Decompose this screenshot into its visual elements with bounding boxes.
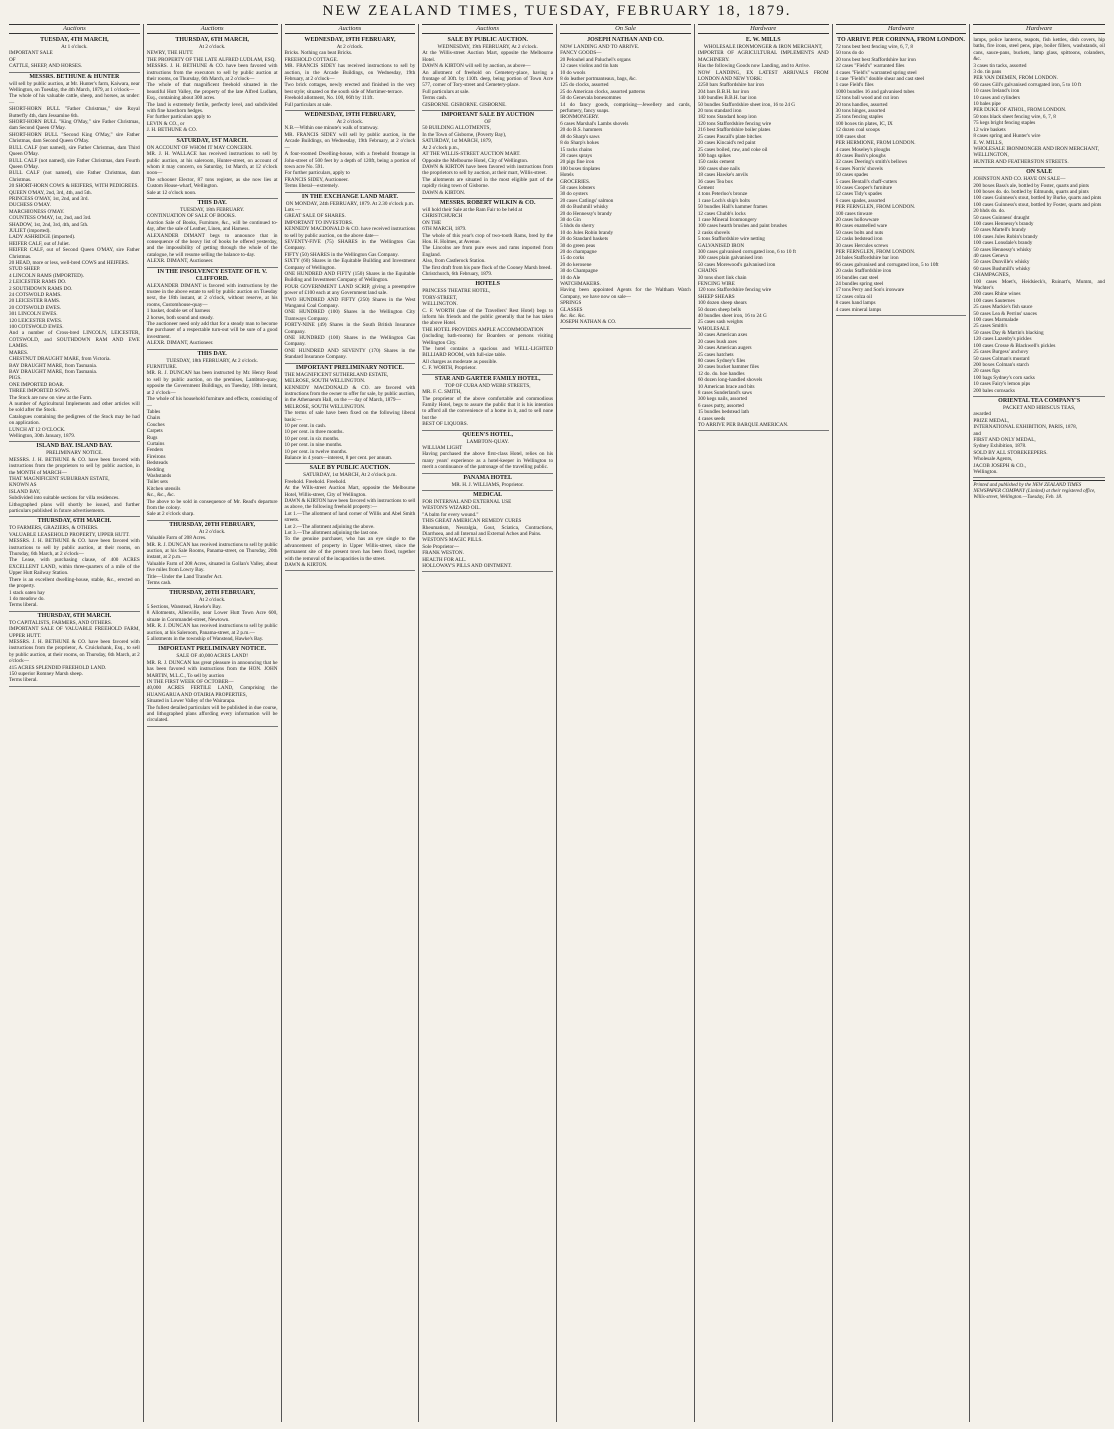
ad-body: MESSRS. J. H. BETHUNE & CO. have been favored with instructions from the proprietors to sell by public auction, in the MONTH of MARCH— THAT MAGNIFICENT SUBURBAN ESTATE, KNOWN AS ISLAND BAY, Subdivided into suitable sections for villa residences. Lithographed plans will shortly be issued, and further particulars published in future advertisements. bbox=[9, 456, 140, 515]
ad-title: IMPORTANT SALE BY AUCTION bbox=[441, 112, 535, 119]
ad-title: TUESDAY, 4TH MARCH, bbox=[40, 37, 109, 43]
ad-title: THIS DAY. bbox=[197, 350, 227, 357]
ad-subtitle: At 2 o'clock. bbox=[336, 119, 364, 126]
ad-body: MR. R. J. DUNCAN has great pleasure in announcing that he has been favored with instructions from the HON. JOHN MARTIN, M.L.C., To sell by auction IN THE FIRST WEEK OF OCTOBER— 40,000 ACRES FERTILE LAND, Comprising the HUANGARUA AND OTAIRIA PROPERTIES, Situated in Lower Valley of the Wairarapa. The fullest detailed particulars will be published in due course, and lithographed plans affording every information will be circulated. bbox=[146, 659, 278, 724]
advertisement bbox=[973, 168, 1105, 397]
ad-body: NEWRY, THE HUTT. THE PROPERTY OF THE LATE ALFRED LUDLAM, ESQ. MESSRS. J. H. BETHUNE & CO. have been favored with instructions from the executors to sell by public auction at their rooms, on Thursday, 6th March, at 2 o'clock— The whole of that magnificent freehold situated in the beautiful Hutt Valley, the property of the late Alfred Ludlam, Esq., containing about 300 acres. The land is extremely fertile, perfectly level, and subdivided with fine hawthorn hedges. For further particulars apply to LEVIN & CO., or J. H. BETHUNE & CO. bbox=[146, 50, 278, 134]
advertisement bbox=[285, 36, 416, 111]
ad-subtitle: SALE OF 40,000 ACRES LAND! bbox=[176, 653, 248, 660]
column-8 bbox=[970, 24, 1108, 1422]
column-6 bbox=[695, 24, 833, 1422]
advertisement bbox=[422, 36, 553, 111]
column-5 bbox=[557, 24, 695, 1422]
ad-title: MEDICAL bbox=[473, 491, 503, 498]
advertisement bbox=[147, 199, 278, 268]
column-heading: On Sale bbox=[560, 24, 691, 34]
ad-title: PANAMA HOTEL bbox=[463, 474, 513, 481]
advertisement bbox=[9, 36, 140, 73]
ad-subtitle: At 2 o'clock. bbox=[336, 44, 364, 50]
advertisement bbox=[147, 137, 278, 199]
advertisement bbox=[422, 431, 553, 474]
advertisement bbox=[9, 73, 140, 443]
ad-body: FOR INTERNAL AND EXTERNAL USE WESTON'S WIZARD OIL. "A balm for every wound." THIS GREAT AMERICAN REMEDY CURES Rheumatism, Neuralgia, Gout, Sciatica, Contractions, Diarrhoea, and all Internal and External Aches and Pains. WESTON'S MAGIC PILLS. Sole Proprietor— FRANK WESTON. HEALTH FOR ALL. HOLLOWAY'S PILLS AND OINTMENT. bbox=[422, 498, 554, 570]
ad-title: E. W. MILLS bbox=[745, 37, 781, 43]
ad-body: ON ACCOUNT OF WHOM IT MAY CONCERN. MR. J. H. WALLACE has received instructions to sell by public auction, at his saleroom, Hunter-street, on account of whom it may concern, on Saturday, 1st March, at 12 o'clock noon— The schooner Elector, 87 tons register, as she now lies at Custom House-wharf, Wellington. Sale at 12 o'clock noon. bbox=[146, 144, 278, 196]
ad-subtitle: At 2 o'clock. bbox=[198, 44, 226, 50]
advertisement bbox=[9, 442, 140, 517]
ad-subtitle: TUESDAY, 18th FEBRUARY. bbox=[180, 206, 245, 213]
ad-subtitle: WHOLESALE IRONMONGER & IRON MERCHANT, bbox=[703, 44, 823, 50]
ad-body: IMPORTANT SALE OF CATTLE, SHEEP, AND HORSES. bbox=[9, 50, 83, 70]
ad-title: HOTELS bbox=[475, 281, 501, 288]
advertisement bbox=[285, 193, 416, 364]
column-heading: Hardware bbox=[698, 24, 829, 34]
advertisement bbox=[147, 350, 278, 521]
ad-subtitle: SATURDAY, 1st MARCH, At 2 o'clock p.m. bbox=[303, 472, 397, 479]
ad-subtitle: At 2 o'clock. bbox=[198, 528, 226, 535]
advertisement bbox=[836, 36, 967, 316]
ad-body: IMPORTER OF AGRICULTURAL IMPLEMENTS AND MACHINERY. Has the following Goods now Landing, and to Arrive. NOW LANDING, EX LATEST ARRIVALS FROM LONDON AND NEW YORK: 2250 bars Staffordshire bar iron 204 bars B.B.H. bar iron 140 bundles B.B.H. bar iron 50 bundles Staffordshire sheet iron, 16 to 24 G 20 tons standard iron 182 tons Standard hoop iron 120 tons Staffordshire fencing wire 216 best Staffordshire boiler plates 25 cases Pascall's plate bitches 20 cases Kincaid's red paint 25 cases boiled, raw, and coke oil 100 bags spikes 150 casks cement 160 cases shoe nails 18 cases Hawke's anvils 36 cases Tea box Cement 4 tons Peterloo's bronze 1 case Loch's ship's bolts 50 bundles Hall's hammer frames 12 cases Chubb's locks 1 case Mineral Ironmongery 100 cases hearth brushes and paint brushes 2 casks shovels 5 tons Staffordshire wire netting GALVANISED IRON 300 cases galvanised corrugated iron, 6 to 10 ft 100 cases plain galvanised iron 50 cases Morewood's galvanised iron CHAINS 30 tons short link chain FENCING WIRE 120 tons Staffordshire fencing wire SHEEP SHEARS 100 dozen sheep shears 50 dozen sheep bells 40 bundles sheet iron, 16 to 24 G 25 cases sash weights WHOLESALE 30 cases American axes 20 cases bush axes 30 cases American augers 25 cases hatchets 80 cases Sydney's files 20 cases bucket hammer files 12 do. do. hoe handles 60 dozen long-handled shovels 10 American brace and bits 8 cases Sunderland's saws 300 kegs nails, assorted 6 cases putty, assorted 15 bundles bedstead lath 4 cases seeds TO ARRIVE PER BARQUE AMERICAN. bbox=[697, 50, 829, 428]
ad-subtitle: WEDNESDAY, 19th FEBRUARY, At 2 o'clock. bbox=[437, 44, 538, 50]
column-heading: Auctions bbox=[9, 24, 140, 34]
ad-body: TO FARMERS, GRAZIERS, & OTHERS. VALUABLE LEASEHOLD PROPERTY, UPPER HUTT. MESSRS. J. H. BETHUNE & CO. have been favored with instructions to sell by public auction, at their rooms, on Thursday, 6th March, at 2 o'clock— The Lease, with purchasing clause, of 400 ACRES EXCELLENT LAND, within three-quarters of a mile of the Upper Hutt Railway Station. There is an excellent dwelling-house, stable, &c., erected on the property. 1 stack oaten hay 1 do meadow do. Terms liberal. bbox=[9, 525, 140, 609]
ad-title: JOSEPH NATHAN AND CO. bbox=[587, 37, 664, 43]
ad-body: CONTINUATION OF SALE OF BOOKS. Auction Sale of Books, Furniture, &c., will be continued to-day, after the sale of Leather, Linen, and Harness. ALEXANDER DIMANT begs to announce that in consequence of the heavy list of books he offered yesterday, and the impossibility of getting through the whole of the catalogue, he will resume selling the balance to-day. ALEXR. DIMANT, Auctioneer. bbox=[146, 213, 278, 265]
ad-title: IMPORTANT PRELIMINARY NOTICE. bbox=[158, 646, 267, 653]
column-1 bbox=[6, 24, 144, 1422]
ad-body: MR. F. C. SMITH, The proprietor of the above comfortable and commodious Family Hotel, begs to assure the public that it is his intention to afford all the convenience of a home in it, and to sell none but the BEST OF LIQUORS. bbox=[422, 389, 554, 428]
ad-body: At the Willis-street Auction Mart, opposite the Melbourne Hotel. DAWN & KIRTON will sell by auction, as above— An allotment of freehold on Cemetery-place, having a frontage of 30ft. by 110ft. deep, being portion of Town Acre 577, corner of Tory-street and Cemetery-place. Full particulars at sale. Terms cash. GISBORNE. GISBORNE. GISBORNE. bbox=[422, 50, 554, 108]
ad-subtitle: At 1 o'clock. bbox=[61, 44, 88, 50]
ad-body: 72 tons best best fencing wire, 6, 7, 8 50 tons do do 20 tons best best Staffordshire bar iron 12 cases "Field's" warranted files 4 cases "Field's" warranted spring steel 1 case "Field's" double shear and cast steel 1 case Field's files 1000 bundles 16 and galvanised tubes 12 tons ball wood and cut iron 20 tons handles, assorted 30 tons hinges, assorted 25 tons fencing staples 100 boxes tin plates, IC, IX 12 dozen coal scoops 100 cases shot PER HERMIONE, FROM LONDON. 4 cases Moseley's ploughs 40 cases Bush's ploughs 32 cases Deering's smith's bellows 6 cases Norris' shovels 10 cases spades 5 cases Bentall's chaff-cutters 10 cases Cooper's furniture 12 cases Tidy's spades 6 cases spades, assorted PER FERNGLEN, FROM LONDON. 100 cases tinware 20 cases hollowware 80 cases enamelled ware 50 cases bolts and nuts 12 casks bedstead iron 30 cases Hercules screws PER FERNGLEN, FROM LONDON. 24 bales Staffordshire bar iron 66 cases galvanised and corrugated iron, 5 to 10ft 20 casks Staffordshire iron 16 bundles cast steel 24 bundles spring steel 17 tons Perry and Son's ironware 12 cases colza oil 8 cases hand lamps 4 cases mineral lamps bbox=[835, 44, 939, 313]
advertisement bbox=[9, 612, 140, 687]
ad-subtitle: ON MONDAY, 24th FEBRUARY, 1879. At 2.30 o'clock p.m. bbox=[285, 200, 415, 207]
ad-title: MESSRS. ROBERT WILKIN & CO. bbox=[439, 199, 536, 206]
ad-title: THURSDAY, 6TH MARCH. bbox=[37, 612, 112, 619]
ad-body: TO CAPITALISTS, FARMERS, AND OTHERS. IMPORTANT SALE OF VALUABLE FREEHOLD FARM, UPPER HUTT. MESSRS. J. H. BETHUNE & CO. have been favored with instructions from the proprietor, A. Cruickshank, Esq., to sell by public auction, at their rooms, on Thursday, 6th March, at 2 o'clock— 415 ACRES SPLENDID FREEHOLD LAND. 150 superior Romney Marsh sheep. Terms liberal. bbox=[9, 619, 140, 684]
ad-body: Valuable Farm of 208 Acres. MR. R. J. DUNCAN has received instructions to sell by public auction, at his Sale Rooms, Panama-street, on Thursday, 20th instant, at 2 p.m.— Valuable Farm of 208 Acres, situated in Gollan's Valley, about five miles from Lowry Bay. Title—Under the Land Transfer Act. Terms cash. bbox=[146, 535, 278, 587]
column-3 bbox=[282, 24, 420, 1422]
ad-title: THURSDAY, 20TH FEBRUARY, bbox=[169, 590, 256, 597]
ad-subtitle: OF bbox=[484, 119, 491, 126]
advertisement bbox=[973, 397, 1105, 478]
publisher-imprint: Printed and published by the NEW ZEALAND TIMES NEWSPAPER COMPANY (Limited) at their registered office, Willis-street, Wellington.—Tuesday, Feb. 18. bbox=[973, 483, 1096, 501]
advertisement bbox=[422, 111, 553, 199]
ad-body: Bricks. Nothing can beat Bricks. FREEHOLD COTTAGE. MR. FRANCIS SIDEY has received instructions to sell by auction, in the Arcade Buildings, on Wednesday, 19th February, at 2 o'clock— Two brick cottages, newly erected and finished in the very best style; situated on the south side of Mortimer-terrace. Freehold allotment, No. 100, 66ft by 111ft. Full particulars at sale. bbox=[284, 50, 416, 108]
ad-body: JOHNSTON AND CO. HAVE ON SALE— 200 boxes Bass's ale, bottled by Foster, quarts and pints 100 boxes do. do. bottled by Edmunds, quarts and pints 100 cases Guinness's stout, bottled by Burke, quarts and pints 100 cases Guinness's stout, bottled by Foster, quarts and pints 20 hhds do. do. 50 cases Guinness' draught 100 cases Hennessy's brandy 50 cases Martell's brandy 100 cases Jules Robin's brandy 100 cases Lonsdale's brandy 50 cases Hennessy's whisky 40 cases Geneva 50 cases Dunville's whisky 60 cases Bushmill's whisky CHAMPAGNES, 100 cases Moet's, Heidsieck's, Ruinart's, Mumm, and Wachter's 200 cases Rhine wines 100 cases Sauternes 25 cases Mackie's fish sauce 50 cases Lea & Perrins' sauces 100 cases Marmalade 25 cases Smith's 50 cases Day & Martin's blacking 120 cases Lazenby's pickles 100 cases Crosse & Blackwell's pickles 25 cases Burgess' anchovy 50 cases Colman's mustard 200 boxes Colman's starch 20 cases figs 100 bags Sydney's corn sacks 10 cases Fairy's lemon pips 200 bales cornsacks bbox=[973, 176, 1105, 394]
ad-title: MESSRS. BETHUNE & HUNTER bbox=[29, 73, 120, 80]
ad-subtitle: LAMBTON-QUAY. bbox=[466, 438, 509, 445]
ad-body: NOW LANDING AND TO ARRIVE. FANCY GOODS— 20 Pelouhel and Paluchel's organs 12 cases violins and tin hats 10 do wools 8 do leather portmanteaux, bags, &c. 125 do clocks, assorted 25 do American clocks, assorted patterns 50 do Genevala bonesommes 14 do fancy goods, comprising—Jewellery and cards, perfumery, fancy soaps. IRONMONGERY. 6 cases Marshal's Lambs shovels 20 do B.S. hammers 48 do Sharp's saws 8 do Sharp's hokes 15 racks chains 20 cases sprays 20 pigs fine iron 100 boxes tinplates Hotels GROCERIES. 50 cases lobsters 30 do oysters 20 cases Catlings' salmon 40 do Bushmill whisky 20 do Hennessy's brandy 30 do Gin 5 hhds do sherry 10 do Jules Robin brandy 20 do Standard baskets 30 do green peas 20 do champagne 15 do corks 20 do kerosene 30 do Champagne 10 do Ale WATCHMAKERS. Having been appointed Agents for the Waltham Watch Company, we have now on sale— SPRINGS GLASSES &c. &c. &c. JOSEPH NATHAN & CO. bbox=[560, 44, 691, 326]
columns bbox=[6, 24, 1108, 1422]
ad-body: ALEXANDER DIMANT is favored with instructions by the trustee in the above estate to sell by public auction on Tuesday next, the 18th instant, at 2 o'clock, without reserve, at his rooms, Customhouse-quay— 1 basket, double set of harness 2 horses, both sound and steady. The auctioneer need only add that for a steady man to become the purchaser of a respectable turn-out will be sure of a good investment. ALEXR. DIMANT, Auctioneer. bbox=[146, 282, 278, 347]
ad-title: THURSDAY, 20TH FEBRUARY, bbox=[169, 521, 256, 528]
column-heading: Hardware bbox=[836, 24, 967, 34]
ad-body: WILLIAM LIGHT Having purchased the above first-class Hotel, relies on his many years' experience as a hotel-keeper in Wellington to merit a continuance of the patronage of the travelling public. bbox=[422, 444, 554, 471]
ad-title: ISLAND BAY. ISLAND BAY. bbox=[36, 443, 113, 450]
ad-title: SALE BY PUBLIC AUCTION. bbox=[447, 37, 528, 43]
advertisement bbox=[147, 589, 278, 645]
ad-body: 5 Sections, Wanstead, Hawke's Bay. 8 Allotments, Allenville, near Lower Hutt Town Acre 600, situate in Coromandel-street, Newtown. MR. R. J. DUNCAN has received instructions to sell by public auction, at his Saleroom, Panama-street, at 2 p.m.— 5 allotments in the township of Wanstead, Hawke's Bay. bbox=[146, 603, 278, 642]
ad-title: STAR AND GARTER FAMILY HOTEL, bbox=[434, 375, 541, 382]
ad-body: Freehold. Freehold. Freehold. At the Wills-street Auction Mart, opposite the Melbourne Hotel, Willis-street, City of Wellington. DAWN & KIRTON have been favored with instructions to sell as above, the following freehold property:— Lot 1.—The allotment of land corner of Willis and Abel Smith streets. Lot 2.—The allotment adjoining the above. Lot 3.—The allotment adjoining the last one. To the genuine purchaser, who has an eye single to the advancement of property in Upper Willis-street, since the permanent site of the present town has been fixed, together with the removal of the incapacities in the street. DAWN & KIRTON. bbox=[284, 478, 416, 569]
ad-title: IN THE EXCHANGE LAND MART. bbox=[301, 193, 398, 200]
advertisement bbox=[422, 375, 553, 431]
advertisement bbox=[147, 521, 278, 590]
ad-title: THIS DAY. bbox=[197, 199, 227, 206]
ad-title: IN THE INSOLVENCY ESTATE OF H. V. CLIFFORD. bbox=[157, 268, 267, 282]
advertisement bbox=[422, 474, 553, 491]
column-heading: Auctions bbox=[147, 24, 278, 34]
ad-subtitle: PRELIMINARY NOTICE. bbox=[46, 450, 103, 457]
ad-body: lamps, police lanterns, teapots, fish kettles, dish covers, hip baths, fire irons, steel pens, pipe, boiler fillers, washstands, oil cans, sauce-pans, buckets, lamp glass, spittoons, colanders, &c. 3 cases tin tacks, assorted 3 do. tin pans PER VAN DIEMEN, FROM LONDON. 60 cases Gill's galvanised corrugated iron, 5 to 10 ft 10 cases Ireland's iron 10 cases and cylinders 10 bales pipe PER DUKE OF ATHOL, FROM LONDON. 50 tons black sheet fencing wire, 6, 7, 8 75 kegs bright fencing staples 12 wire baskets 8 cases spring and Hunter's wire E. W. MILLS, WHOLESALE IRONMONGER AND IRON MERCHANT, WELLINGTON, HUNTER AND FEATHERSTON STREETS. bbox=[973, 37, 1105, 165]
advertisement bbox=[422, 280, 553, 374]
ad-subtitle: PACKET AND HIBISCUS TEAS, bbox=[1003, 404, 1076, 411]
ad-body: FURNITURE. MR. R. J. DUNCAN has been instructed by Mr. Henry Read to sell by public auction, on the premises, Lambton-quay, opposite the Government Buildings, on Tuesday, 18th instant, at 2 o'clock— The whole of his household furniture and effects, consisting of— Tables Chairs Couches Carpets Rugs Curtains Fenders Fireirons Bedsteads Bedding Washstands Toilet sets Kitchen utensils &c., &c., &c. The above to be sold in consequence of Mr. Read's departure from the colony. Sale at 2 o'clock sharp. bbox=[146, 364, 278, 518]
column-4 bbox=[419, 24, 557, 1422]
advertisement bbox=[422, 199, 553, 280]
ad-title: WEDNESDAY, 19TH FEBRUARY, bbox=[304, 37, 396, 43]
advertisement bbox=[147, 36, 278, 137]
ad-title: TO ARRIVE PER CORINNA, FROM LONDON. bbox=[837, 37, 965, 43]
ad-body: N.B.—Within one minute's walk of tramway. MR. FRANCIS SIDEY will sell by public auction, in the Arcade Buildings, on Wednesday, 19th February, at 2 o'clock— A four-roomed Dwelling-house, with a freehold frontage in John-street of 500 feet by a depth of 120ft, being a portion of town acre No. 591. For further particulars, apply to FRANCIS SIDEY, Auctioneer. Terms liberal—extremely. bbox=[284, 125, 416, 190]
divider bbox=[973, 480, 1105, 481]
ad-body: THE MAGNIFICENT SUTHERLAND ESTATE, MELROSE, SOUTH WELLINGTON. KENNEDY MACDONALD & CO. are favored with instructions from the owner to offer for sale, by public auction, in the Athenaeum Hall, on the — day of March, 1879— MELROSE, SOUTH WELLINGTON. The terms of sale have been fixed on the following liberal basis:— 10 per cent. in cash. 10 per cent. in three months. 10 per cent. in six months. 10 per cent. in nine months. 10 per cent. in twelve months. Balance in 4 years—interest, 8 per cent. per annum. bbox=[284, 371, 416, 461]
advertisement bbox=[147, 268, 278, 350]
ad-title: SALE BY PUBLIC AUCTION. bbox=[309, 465, 391, 472]
column-heading: Auctions bbox=[422, 24, 553, 34]
advertisement bbox=[147, 645, 278, 726]
masthead: NEW ZEALAND TIMES, TUESDAY, FEBRUARY 18, 1879. bbox=[322, 3, 792, 19]
ad-body: will sell by public auction, at Mr. Hunter's farm, Kaiwara, near Wellington, on Tuesday, the 4th March, 1879, at 1 o'clock— The whole of his valuable cattle, sheep, and horses, as under:— SHORT-HORN BULL "Father Christmas," sire Royal Butterfly 4th, dam Jessamine 6th. SHORT-HORN BULL "King O'May," sire Father Christmas, dam Second Queen O'May. SHORT-HORN BULL "Second King O'May," sire Father Christmas, dam Second Queen O'May. BULL CALF (not named), sire Father Christmas, dam Third Queen O'May. BULL CALF (not named), sire Father Christmas, dam Fourth Queen O'May. BULL CALF (not named), sire Father Christmas, dam Christmas. 20 SHORT-HORN COWS & HEIFERS, WITH PEDIGREES. QUEEN O'MAY, 2nd, 3rd, 4th, and 5th. PRINCESS O'MAY, 1st, 2nd, and 3rd. DUCHESS O'MAY. MARCHIONESS O'MAY. COUNTESS O'MAY, 1st, 2nd, and 3rd. SHADOW, 1st, 2nd, 3rd, 4th, and 5th. JULIET (imported). LADY ASHRIDGE (imported). HEIFER CALF, out of Juliet. HEIFER CALF, out of Second Queen O'MAY, sire Father Christmas. 20 HEAD, more or less, well-bred COWS and HEIFERS. STUD SHEEP. 4 LINCOLN RAMS (IMPORTED). 2 LEICESTER RAMS DO. 2 SOUTHDOWN RAMS DO. 24 COTSWOLD RAMS. 20 LEICESTER RAMS. 20 COTSWOLD EWES. 301 LINCOLN EWES. 120 LEICESTER EWES. 100 COTSWOLD EWES. And a number of Cross-bred LINCOLN, LEICESTER, COTSWOLD, and SOUTHDOWN RAM AND EWE LAMBS. MARES. CHESTNUT DRAUGHT MARE, from Victoria. BAY DRAUGHT MARE, from Tasmania. BAY DRAUGHT MARE, from Tasmania. PIGS. ONE IMPORTED BOAR. THREE IMPORTED SOWS. The Stock are now on view at the Farm. A number of Agricultural Implements and other articles will be sold after the Stock. Catalogues containing the pedigrees of the Stock may be had on application. LUNCH AT 12 O'CLOCK. Wellington, 30th January, 1879. bbox=[9, 80, 140, 439]
ad-body: 50 BUILDING ALLOTMENTS, In the Town of Gisborne, (Poverty Bay), SATURDAY, 1st MARCH, 1879, At 2 o'clock p.m., AT THE WILLIS-STREET AUCTION MART. Opposite the Melbourne Hotel, City of Wellington. DAWN & KIRTON have been favored with instructions from the proprietors to sell by auction, at their mart, Willis-street. The allotments are situated in the most eligible part of the rapidly rising town of Gisborne. DAWN & KIRTON. bbox=[422, 125, 554, 196]
ad-title: THURSDAY, 6TH MARCH. bbox=[37, 518, 112, 525]
column-7 bbox=[833, 24, 971, 1422]
ad-title: ORIENTAL TEA COMPANY'S bbox=[998, 397, 1081, 404]
ad-title: ON SALE bbox=[1026, 169, 1053, 176]
advertisement bbox=[285, 464, 416, 571]
column-2 bbox=[144, 24, 282, 1422]
ad-subtitle: TOP OF CUBA AND WEBB STREETS, bbox=[444, 382, 531, 389]
advertisement bbox=[973, 36, 1105, 168]
advertisement bbox=[285, 364, 416, 465]
ad-title: IMPORTANT PRELIMINARY NOTICE. bbox=[295, 364, 404, 371]
advertisement bbox=[9, 517, 140, 611]
ad-title: QUEEN'S HOTEL, bbox=[462, 431, 514, 438]
ad-body: will hold their Sale at the Ram Fair to be held at CHRISTCHURCH ON THE 6TH MARCH, 1879. The whole of this year's crop of two-tooth Rams, bred by the Hon. H. Holmes, at Avenue. The Lincolns are from pure ewes and rams imported from England. Also, from Castlerock Station. The first draft from his pure flock of the Cooney Marsh breed. Christchurch, 6th February, 1879. bbox=[422, 206, 554, 277]
column-heading: Auctions bbox=[285, 24, 416, 34]
ad-body: Lots — GREAT SALE OF SHARES. IMPORTANT TO INVESTORS. KENNEDY MACDONALD & CO. have received instructions to sell by public auction, on the above date— SEVENTY-FIVE (75) SHARES in the Wellington Gas Company. FIFTY (50) SHARES in the Wellington Gas Company. SIXTY (60) Shares in the Equitable Building and Investment Company of Wellington. ONE HUNDRED AND FIFTY (150) Shares in the Equitable Building and Investment Company of Wellington. FOUR GOVERNMENT LAND SCRIP, giving a preemptive power of £100 each at any Government land sale. TWO HUNDRED AND FIFTY (250) Shares in the West Wanganui Coal Company. ONE HUNDRED (100) Shares in the Wellington City Tramways Company. FORTY-NINE (49) Shares in the South British Insurance Company. ONE HUNDRED (100) Shares in the Wellington Gas Company. ONE HUNDRED AND SEVENTY (170) Shares in the Standard Insurance Company. bbox=[284, 206, 416, 361]
advertisement bbox=[698, 36, 829, 431]
ad-body: awarded PRIZE MEDAL, INTERNATIONAL EXHIBITION, PARIS, 1878, and FIRST AND ONLY MEDAL, Sydney Exhibition, 1878. SOLD BY ALL STOREKEEPERS. Wholesale Agents, JACOB JOSEPH & CO., Wellington. bbox=[973, 411, 1078, 475]
advertisement bbox=[422, 491, 553, 572]
ad-body: PRINCESS THEATRE HOTEL, TORY-STREET, WELLINGTON. C. F. WORTH (late of the Travellers' Rest Hotel) begs to inform his friends and the public generally that he has taken the above Hotel. THE HOTEL PROVIDES AMPLE ACCOMMODATION (including bath-rooms) for Boarders or persons visiting Wellington City. The hotel contains a spacious and WELL-LIGHTED BILLIARD ROOM, with full-size table. All charges as moderate as possible. C. F. WORTH, Proprietor. bbox=[422, 288, 554, 372]
ad-subtitle: At 2 o'clock. bbox=[198, 597, 226, 604]
ad-title: WEDNESDAY, 19TH FEBRUARY, bbox=[304, 112, 396, 119]
ad-subtitle: TUESDAY, 18th FEBRUARY, At 2 o'clock. bbox=[166, 357, 258, 364]
advertisement bbox=[285, 111, 416, 192]
ad-subtitle: MR. H. J. WILLIAMS, Proprietor. bbox=[451, 481, 524, 488]
ad-title: THURSDAY, 6TH MARCH, bbox=[175, 37, 249, 43]
ad-title: SATURDAY, 1ST MARCH. bbox=[176, 137, 248, 144]
advertisement bbox=[560, 36, 691, 329]
column-heading: Hardware bbox=[973, 24, 1105, 34]
